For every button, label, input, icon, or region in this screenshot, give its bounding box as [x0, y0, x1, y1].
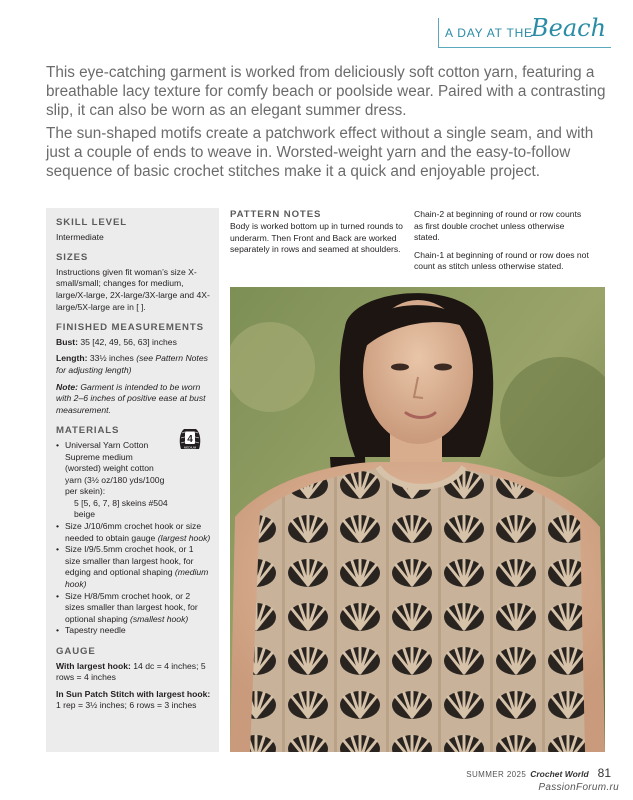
bust-line [56, 337, 211, 349]
section-header [438, 14, 611, 48]
list-item [56, 544, 211, 590]
bust-value: 35 [42, 49, 56, 63] inches [77, 336, 177, 347]
fit-note-label: Note: [56, 381, 78, 392]
gauge-section [56, 646, 211, 712]
pattern-note-2: Chain-2 at beginning of round or row counts as first double crochet unless otherwise stated. [414, 209, 582, 243]
footer-issue: SUMMER 2025 [466, 770, 527, 779]
yarn-weight-number: 4 [187, 434, 193, 446]
length-note: (see Pattern Notes for adjusting length) [56, 353, 208, 375]
pattern-note-1: Body is worked bottom up in turned rounds to underarm. Then Front and Back are worked separately in rows and seamed at shoulders. [230, 221, 403, 255]
sizes-text: Instructions given fit woman’s size X-small/small; changes for medium, large/X-large, 2X-large/3X-large and 4X-large/5X-large are in [ ]. [56, 266, 210, 312]
finished-measurements-section [56, 322, 211, 416]
yarn-weight-label: MEDIUM [183, 445, 197, 450]
materials-hook-large: Size J/10/6mm crochet hook or size needed to obtain gauge [65, 521, 202, 543]
intro-paragraph-2: The sun-shaped motifs create a patchwork effect without a single seam, and with just a couple of ends to weave in. Worsted-weight yarn and the easy-to-follow sequence of basic crochet stitches make it a quick and enjoyable project. [46, 125, 594, 180]
pattern-note-3: Chain-1 at beginning of round or row does not count as stitch unless otherwise stated. [414, 249, 589, 272]
footer-magazine: Crochet World [530, 769, 589, 779]
skill-level-heading: SKILL LEVEL [56, 217, 128, 228]
gauge-line-2 [56, 689, 211, 712]
materials-hook-large-note: (largest hook) [157, 532, 211, 543]
materials-list [56, 440, 211, 637]
materials-yarn-quantity: 5 [5, 6, 7, 8] skeins #504 beige [74, 497, 168, 520]
length-label: Length: [56, 353, 88, 364]
gauge-2-value: 1 rep = 3½ inches; 6 rows = 3 inches [56, 700, 197, 711]
materials-heading: MATERIALS [56, 425, 120, 437]
list-item [56, 440, 211, 521]
pattern-notes-col-2 [414, 209, 592, 279]
list-item [56, 625, 211, 637]
model-illustration [230, 287, 605, 752]
page-number: 81 [597, 766, 611, 780]
fit-note-text: Garment is intended to be worn with 2–6 inches of positive ease at bust measurement. [56, 381, 206, 415]
gauge-line-1 [56, 661, 211, 684]
gauge-1-label: With largest hook: [56, 660, 131, 671]
list-item [56, 591, 211, 626]
materials-hook-small: Size H/8/5mm crochet hook, or 2 sizes smaller than largest hook, for optional shaping [65, 590, 198, 624]
list-item [56, 521, 211, 544]
materials-hook-medium: Size I/9/5.5mm crochet hook, or 1 size smaller than largest hook, for edging and optional shaping [65, 544, 194, 578]
materials-needle: Tapestry needle [65, 625, 126, 636]
finished-measurements-heading: FINISHED MEASUREMENTS [56, 322, 204, 334]
page-footer [466, 766, 611, 780]
materials-hook-medium-note: (medium hook) [65, 567, 209, 590]
info-sidebar [46, 208, 219, 752]
pattern-notes-heading: PATTERN NOTES [230, 209, 322, 220]
section-header-prefix: A DAY AT THE [445, 26, 533, 40]
fit-note [56, 382, 211, 417]
skill-level-section [56, 217, 211, 243]
length-line [56, 353, 211, 376]
intro-paragraph-1: This eye-catching garment is worked from deliciously soft cotton yarn, featuring a breathable lacy texture for comfy beach or poolside wear. Paired with a contrasting slip, it can also be worn as an elegant summer dress. [46, 64, 606, 119]
model-photo [230, 287, 605, 752]
length-value: 33½ inches [87, 353, 137, 364]
pattern-notes-col-1 [230, 221, 406, 256]
gauge-1-value: 14 dc = 4 inches; 5 rows = 4 inches [56, 660, 206, 683]
materials-section [56, 425, 211, 637]
gauge-2-label: In Sun Patch Stitch with largest hook: [56, 688, 211, 699]
sizes-heading: SIZES [56, 252, 89, 264]
gauge-heading: GAUGE [56, 646, 96, 657]
materials-hook-small-note: (smallest hook) [129, 613, 189, 624]
bust-label: Bust: [56, 336, 78, 347]
sizes-section [56, 252, 211, 313]
section-header-script: Beach [531, 14, 607, 42]
skill-level-value: Intermediate [56, 231, 104, 242]
materials-yarn: Universal Yarn Cotton Supreme medium (worsted) weight cotton yarn (3½ oz/180 yds/100g per skein): [65, 439, 165, 497]
watermark: PassionForum.ru [538, 782, 619, 793]
